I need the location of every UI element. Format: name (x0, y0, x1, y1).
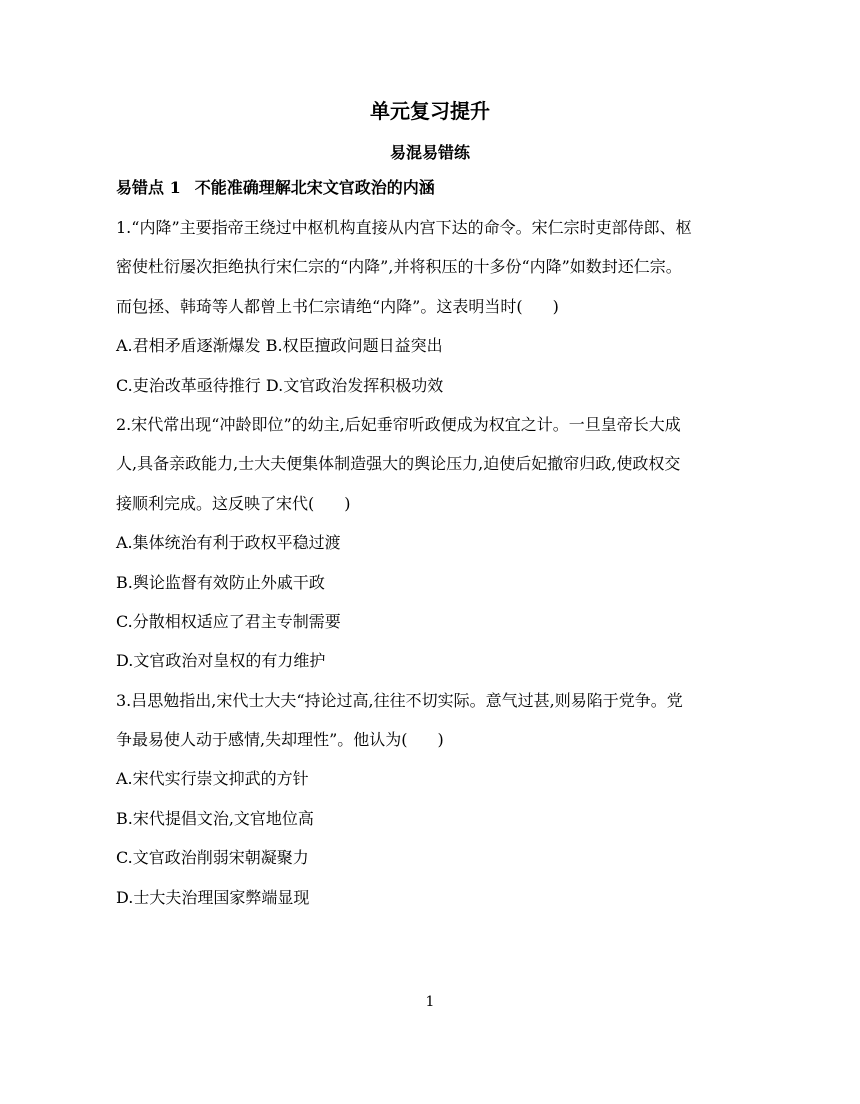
answer-option: B.宋代提倡文治,文官地位高 (116, 808, 314, 828)
page-title: 单元复习提升 (370, 99, 490, 123)
answer-option: C.文官政治削弱宋朝凝聚力 (116, 848, 309, 868)
section-text: 不能准确理解北宋文官政治的内涵 (194, 178, 435, 197)
question-stem-line: 人,具备亲政能力,士大夫便集体制造强大的舆论压力,迫使后妃撤帘归政,使政权交 (116, 454, 681, 474)
question-stem-line (116, 489, 746, 528)
question-stem-line: 2.宋代常出现“冲龄即位”的幼主,后妃垂帘听政便成为权宜之计。一旦皇帝长大成 (116, 414, 681, 434)
question-stem-line: 1.“内降”主要指帝王绕过中枢机构直接从内宫下达的命令。宋仁宗时吏部侍郎、枢 (116, 218, 692, 237)
question-list (116, 213, 746, 922)
question-3 (116, 686, 746, 922)
answer-option: C.分散相权适应了君主专制需要 (116, 611, 341, 631)
question-stem-line (116, 292, 746, 331)
answer-option: C.吏治改革亟待推行 D.文官政治发挥积极功效 (116, 375, 444, 395)
answer-option: D.文官政治对皇权的有力维护 (116, 651, 326, 671)
answer-option: A.君相矛盾逐渐爆发 B.权臣擅政问题日益突出 (116, 336, 443, 356)
question-stem-line (116, 725, 746, 764)
answer-option: A.集体统治有利于政权平稳过渡 (116, 533, 341, 553)
question-stem-text: 争最易使人动于感情,失却理性”。他认为( (116, 730, 408, 750)
answer-bracket-close: ) (552, 296, 559, 316)
question-2 (116, 410, 746, 686)
question-stem-line: 密使杜衍屡次拒绝执行宋仁宗的“内降”,并将积压的十多份“内降”如数封还仁宗。 (116, 257, 682, 277)
answer-option: D.士大夫治理国家弊端显现 (116, 887, 310, 907)
question-stem-text: 接顺利完成。这反映了宋代( (116, 493, 315, 513)
answer-bracket-close: ) (344, 493, 351, 513)
answer-bracket-close: ) (437, 730, 444, 750)
question-1 (116, 213, 746, 410)
question-stem-text: 而包拯、韩琦等人都曾上书仁宗请绝“内降”。这表明当时( (116, 296, 523, 316)
question-stem-line: 3.吕思勉指出,宋代士大夫“持论过高,往往不切实际。意气过甚,则易陷于党争。党 (116, 690, 683, 710)
section-label: 易错点 1 (116, 178, 181, 197)
section-heading (116, 175, 435, 201)
page-number: 1 (425, 994, 435, 1010)
answer-option: A.宋代实行崇文抑武的方针 (116, 769, 309, 789)
page-subtitle: 易混易错练 (389, 143, 470, 162)
answer-option: B.舆论监督有效防止外戚干政 (116, 572, 325, 592)
